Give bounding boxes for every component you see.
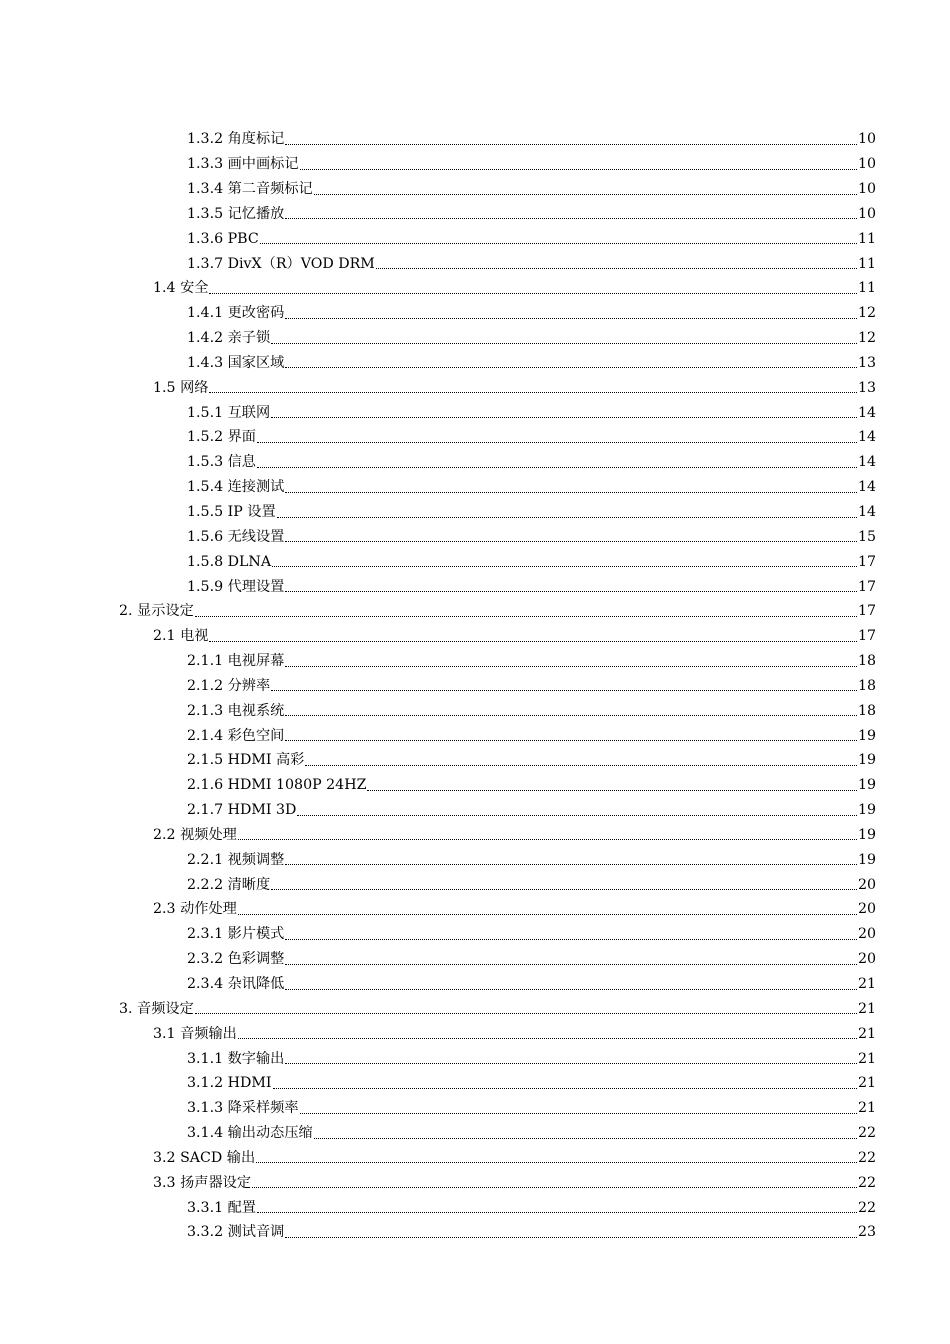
toc-entry-page-number: 18 [857, 677, 876, 694]
toc-entry-title: 1.5.6 无线设置 [187, 528, 285, 545]
toc-entry[interactable] [0, 525, 950, 550]
toc-entry-title: 2.1.1 电视屏幕 [187, 653, 285, 670]
toc-entry[interactable] [0, 997, 950, 1022]
toc-entry-page-number: 19 [857, 802, 876, 819]
toc-entry[interactable] [0, 1046, 950, 1071]
toc-entry-page-number: 15 [857, 528, 876, 545]
toc-entry-page-number: 18 [857, 702, 876, 719]
toc-dot-leader [195, 615, 857, 617]
toc-entry-title: 2.1.7 HDMI 3D [187, 802, 297, 819]
toc-entry-page-number: 21 [857, 1100, 876, 1117]
toc-entry-title: 1.3.5 记忆播放 [187, 205, 285, 222]
toc-entry[interactable] [0, 649, 950, 674]
toc-dot-leader [285, 963, 857, 965]
toc-entry-title: 3.1 音频输出 [153, 1025, 237, 1042]
toc-entry-title: 2.3.4 杂讯降低 [187, 976, 285, 992]
toc-dot-leader [305, 764, 857, 766]
toc-entry-page-number: 14 [857, 454, 876, 471]
toc-dot-leader [285, 217, 857, 219]
toc-dot-leader [271, 689, 857, 691]
toc-dot-leader [256, 1161, 857, 1163]
toc-entry-title: 2.2 视频处理 [153, 826, 237, 843]
toc-entry-page-number: 19 [857, 851, 876, 868]
toc-dot-leader [285, 1236, 857, 1238]
toc-entry-title: 2.1.5 HDMI 高彩 [187, 752, 305, 769]
toc-entry-page-number: 21 [857, 1000, 876, 1017]
toc-entry-page-number: 19 [857, 826, 876, 843]
toc-dot-leader [285, 863, 857, 865]
toc-entry-page-number: 20 [857, 951, 876, 968]
toc-entry-page-number: 14 [857, 404, 876, 421]
toc-dot-leader [238, 838, 857, 840]
toc-entry-title: 1.5.4 连接测试 [187, 479, 285, 496]
toc-entry-title: 3. 音频设定 [119, 1000, 194, 1017]
toc-dot-leader [285, 143, 857, 145]
toc-entry-title: 1.3.3 画中画标记 [187, 156, 299, 173]
toc-entry-page-number: 22 [857, 1174, 876, 1191]
toc-entry-title: 1.3.6 PBC [187, 230, 259, 247]
toc-entry-page-number: 17 [857, 628, 876, 645]
toc-entry-title: 3.3.1 配置 [187, 1199, 256, 1216]
table-of-contents [0, 127, 950, 1245]
toc-entry[interactable] [0, 500, 950, 525]
toc-entry-page-number: 14 [857, 429, 876, 446]
toc-entry-page-number: 13 [857, 379, 876, 396]
toc-entry-page-number: 10 [857, 181, 876, 197]
toc-entry-title: 3.3 扬声器设定 [153, 1174, 252, 1191]
toc-dot-leader [271, 416, 857, 418]
toc-entry[interactable] [0, 922, 950, 947]
toc-entry-title: 1.4 安全 [153, 280, 209, 297]
toc-entry[interactable] [0, 1195, 950, 1220]
toc-entry-title: 3.1.1 数字输出 [187, 1050, 285, 1067]
toc-entry-page-number: 14 [857, 503, 876, 520]
toc-dot-leader [257, 441, 857, 443]
toc-entry-title: 1.5.3 信息 [187, 454, 256, 471]
toc-entry-page-number: 13 [857, 354, 876, 371]
toc-entry[interactable] [0, 847, 950, 872]
toc-entry[interactable] [0, 202, 950, 227]
toc-entry[interactable] [0, 400, 950, 425]
toc-entry-title: 1.4.1 更改密码 [187, 305, 285, 322]
toc-entry-title: 2.2.2 清晰度 [187, 876, 271, 893]
toc-entry-page-number: 12 [857, 330, 876, 347]
toc-entry-page-number: 20 [857, 926, 876, 943]
toc-dot-leader [314, 1137, 857, 1139]
toc-entry[interactable] [0, 823, 950, 848]
toc-entry-title: 2.3.1 影片模式 [187, 926, 285, 943]
toc-entry-title: 1.5.2 界面 [187, 429, 256, 446]
toc-dot-leader [195, 1012, 857, 1014]
toc-dot-leader [272, 565, 857, 567]
toc-dot-leader [209, 292, 856, 294]
toc-entry-title: 1.4.2 亲子锁 [187, 330, 271, 347]
toc-entry-page-number: 14 [857, 479, 876, 496]
toc-entry-page-number: 17 [857, 603, 876, 620]
toc-entry-page-number: 18 [857, 653, 876, 670]
toc-dot-leader [271, 342, 857, 344]
toc-entry-page-number: 22 [857, 1149, 876, 1166]
toc-entry-title: 2.2.1 视频调整 [187, 851, 285, 868]
toc-entry[interactable] [0, 475, 950, 500]
toc-entry[interactable] [0, 127, 950, 152]
toc-dot-leader [300, 168, 857, 170]
toc-entry-page-number: 17 [857, 553, 876, 570]
toc-dot-leader [271, 888, 857, 890]
toc-dot-leader [285, 366, 857, 368]
toc-entry-page-number: 20 [857, 901, 876, 918]
toc-entry[interactable] [0, 1071, 950, 1096]
toc-dot-leader [300, 1112, 857, 1114]
toc-dot-leader [252, 1186, 857, 1188]
toc-entry-title: 1.3.7 DivX（R）VOD DRM [187, 255, 375, 272]
toc-entry-title: 1.3.4 第二音频标记 [187, 181, 313, 197]
toc-entry[interactable] [0, 1121, 950, 1146]
toc-dot-leader [260, 242, 857, 244]
toc-entry-page-number: 17 [857, 578, 876, 595]
toc-dot-leader [297, 814, 857, 816]
toc-entry-title: 2.1.6 HDMI 1080P 24HZ [187, 777, 367, 794]
toc-entry[interactable] [0, 375, 950, 400]
toc-dot-leader [285, 317, 857, 319]
toc-entry-page-number: 21 [857, 1075, 876, 1092]
toc-entry-page-number: 12 [857, 305, 876, 322]
toc-entry-page-number: 21 [857, 976, 876, 992]
toc-dot-leader [257, 466, 857, 468]
toc-entry-title: 3.2 SACD 输出 [153, 1149, 256, 1166]
toc-dot-leader [285, 714, 857, 716]
toc-dot-leader [273, 1087, 857, 1089]
toc-entry-title: 1.5.5 IP 设置 [187, 503, 276, 520]
toc-entry-page-number: 11 [857, 255, 876, 272]
toc-dot-leader [285, 540, 857, 542]
toc-entry-title: 2.1 电视 [153, 628, 209, 645]
toc-entry-title: 2.1.2 分辨率 [187, 677, 271, 694]
toc-entry[interactable] [0, 1021, 950, 1046]
toc-entry[interactable] [0, 425, 950, 450]
toc-entry-title: 2.1.4 彩色空间 [187, 727, 285, 744]
toc-entry-title: 2.3.2 色彩调整 [187, 951, 285, 968]
toc-dot-leader [285, 1062, 857, 1064]
toc-entry[interactable] [0, 326, 950, 351]
toc-entry[interactable] [0, 1096, 950, 1121]
toc-entry[interactable] [0, 599, 950, 624]
toc-entry-title: 2.1.3 电视系统 [187, 702, 285, 719]
toc-entry[interactable] [0, 177, 950, 202]
toc-entry-title: 1.4.3 国家区域 [187, 354, 285, 371]
toc-entry[interactable] [0, 773, 950, 798]
toc-entry[interactable] [0, 748, 950, 773]
toc-entry-page-number: 10 [857, 131, 876, 148]
toc-dot-leader [209, 391, 856, 393]
toc-entry[interactable] [0, 723, 950, 748]
toc-entry[interactable] [0, 947, 950, 972]
toc-entry[interactable] [0, 574, 950, 599]
toc-dot-leader [376, 267, 857, 269]
toc-dot-leader [285, 988, 857, 990]
toc-entry-page-number: 23 [857, 1224, 876, 1241]
toc-entry-title: 1.3.2 角度标记 [187, 131, 285, 148]
toc-entry-title: 2. 显示设定 [119, 603, 194, 620]
toc-entry-page-number: 19 [857, 752, 876, 769]
toc-dot-leader [277, 516, 857, 518]
toc-entry-title: 3.1.3 降采样频率 [187, 1100, 299, 1117]
toc-entry-page-number: 22 [857, 1125, 876, 1142]
toc-entry-page-number: 11 [857, 280, 876, 297]
toc-entry-title: 3.3.2 测试音调 [187, 1224, 285, 1241]
toc-dot-leader [257, 1211, 857, 1213]
toc-entry-title: 1.5.1 互联网 [187, 404, 271, 421]
toc-entry-page-number: 22 [857, 1199, 876, 1216]
toc-entry-title: 1.5.9 代理设置 [187, 578, 285, 595]
toc-entry[interactable] [0, 549, 950, 574]
toc-entry[interactable] [0, 897, 950, 922]
toc-entry-title: 1.5 网络 [153, 379, 209, 396]
toc-dot-leader [238, 1037, 857, 1039]
toc-entry[interactable] [0, 1220, 950, 1245]
toc-entry-page-number: 21 [857, 1025, 876, 1042]
toc-entry[interactable] [0, 450, 950, 475]
toc-dot-leader [367, 789, 856, 791]
toc-entry-page-number: 11 [857, 230, 876, 247]
toc-entry-page-number: 20 [857, 876, 876, 893]
toc-entry[interactable] [0, 351, 950, 376]
toc-entry[interactable] [0, 152, 950, 177]
toc-entry[interactable] [0, 251, 950, 276]
toc-entry-page-number: 19 [857, 777, 876, 794]
toc-entry[interactable] [0, 276, 950, 301]
toc-entry[interactable] [0, 872, 950, 897]
toc-entry[interactable] [0, 1146, 950, 1171]
toc-dot-leader [285, 938, 857, 940]
toc-entry[interactable] [0, 972, 950, 997]
toc-entry[interactable] [0, 1170, 950, 1195]
toc-dot-leader [285, 665, 857, 667]
toc-dot-leader [285, 491, 857, 493]
toc-entry-title: 3.1.4 输出动态压缩 [187, 1125, 313, 1142]
toc-entry-title: 1.5.8 DLNA [187, 553, 272, 570]
toc-entry[interactable] [0, 226, 950, 251]
toc-dot-leader [238, 913, 857, 915]
toc-entry-page-number: 10 [857, 156, 876, 173]
toc-entry[interactable] [0, 698, 950, 723]
toc-entry-page-number: 21 [857, 1050, 876, 1067]
toc-entry-title: 3.1.2 HDMI [187, 1075, 272, 1092]
toc-entry[interactable] [0, 674, 950, 699]
toc-entry[interactable] [0, 301, 950, 326]
toc-entry-page-number: 10 [857, 205, 876, 222]
toc-dot-leader [285, 590, 857, 592]
toc-entry-page-number: 19 [857, 727, 876, 744]
toc-entry[interactable] [0, 624, 950, 649]
toc-dot-leader [314, 193, 857, 195]
toc-dot-leader [285, 739, 857, 741]
toc-dot-leader [209, 640, 856, 642]
toc-entry[interactable] [0, 798, 950, 823]
toc-entry-title: 2.3 动作处理 [153, 901, 237, 918]
